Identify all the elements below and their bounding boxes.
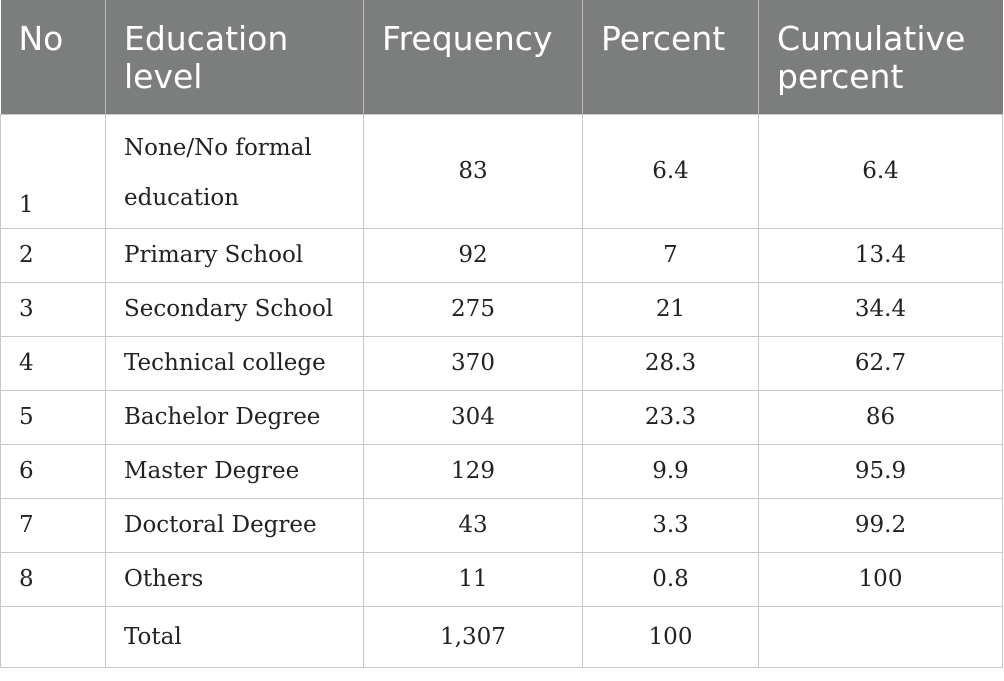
cell-education-level: Technical college [106, 336, 364, 390]
cell-total-percent: 100 [583, 606, 759, 667]
cell-education-level: Master Degree [106, 444, 364, 498]
table-header [1, 0, 1003, 114]
cell-percent: 9.9 [583, 444, 759, 498]
cell-education-level: Secondary School [106, 282, 364, 336]
cell-cumulative-percent: 34.4 [759, 282, 1003, 336]
cell-cumulative-percent: 13.4 [759, 228, 1003, 282]
table-body [1, 114, 1003, 667]
cell-percent: 6.4 [583, 114, 759, 228]
table-row [1, 228, 1003, 282]
cell-cumulative-percent: 6.4 [759, 114, 1003, 228]
cell-total-cumulative [759, 606, 1003, 667]
cell-frequency: 92 [364, 228, 583, 282]
total-row [1, 606, 1003, 667]
cell-no: 8 [1, 552, 106, 606]
cell-frequency: 275 [364, 282, 583, 336]
cell-percent: 7 [583, 228, 759, 282]
cell-cumulative-percent: 95.9 [759, 444, 1003, 498]
cell-total-label: Total [106, 606, 364, 667]
cell-frequency: 43 [364, 498, 583, 552]
cell-cumulative-percent: 100 [759, 552, 1003, 606]
cell-frequency: 11 [364, 552, 583, 606]
cell-percent: 3.3 [583, 498, 759, 552]
cell-no: 5 [1, 390, 106, 444]
header-frequency: Frequency [364, 0, 583, 114]
header-row [1, 0, 1003, 114]
header-percent: Percent [583, 0, 759, 114]
cell-frequency: 83 [364, 114, 583, 228]
cell-no: 3 [1, 282, 106, 336]
header-cumulative-percent: Cumulative percent [759, 0, 1003, 114]
cell-frequency: 370 [364, 336, 583, 390]
cell-cumulative-percent: 99.2 [759, 498, 1003, 552]
table-row [1, 336, 1003, 390]
table-row [1, 444, 1003, 498]
cell-percent: 23.3 [583, 390, 759, 444]
cell-no: 4 [1, 336, 106, 390]
cell-frequency: 304 [364, 390, 583, 444]
cell-no: 1 [1, 114, 106, 228]
cell-percent: 28.3 [583, 336, 759, 390]
table-row [1, 282, 1003, 336]
cell-total-frequency: 1,307 [364, 606, 583, 667]
cell-education-level: None/No formal education [106, 114, 364, 228]
table-row [1, 552, 1003, 606]
cell-education-level: Doctoral Degree [106, 498, 364, 552]
table-row [1, 390, 1003, 444]
table-row [1, 114, 1003, 228]
cell-no [1, 606, 106, 667]
cell-education-level: Bachelor Degree [106, 390, 364, 444]
cell-cumulative-percent: 86 [759, 390, 1003, 444]
cell-percent: 21 [583, 282, 759, 336]
cell-cumulative-percent: 62.7 [759, 336, 1003, 390]
cell-frequency: 129 [364, 444, 583, 498]
header-no: No [18, 19, 64, 58]
cell-no: 7 [1, 498, 106, 552]
cell-no: 6 [1, 444, 106, 498]
cell-percent: 0.8 [583, 552, 759, 606]
table-row [1, 498, 1003, 552]
cell-no: 2 [1, 228, 106, 282]
header-education-level: Education level [106, 0, 364, 114]
cell-education-level: Others [106, 552, 364, 606]
cell-education-level: Primary School [106, 228, 364, 282]
